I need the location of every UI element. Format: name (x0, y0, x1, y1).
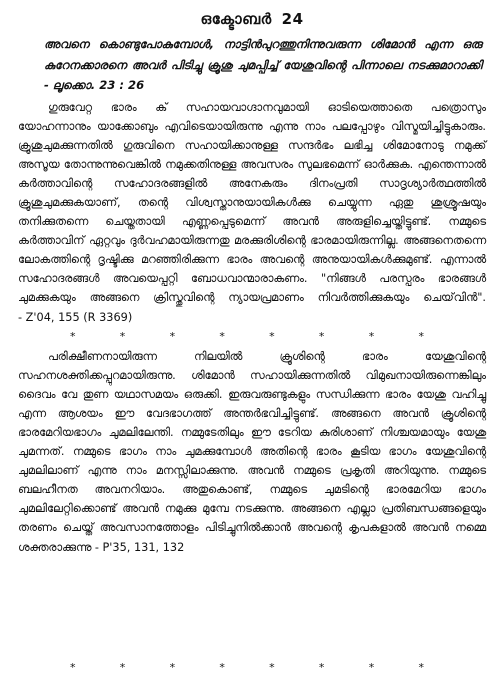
separator-star: * (70, 329, 76, 343)
separator-star: * (219, 661, 225, 674)
separator-star: * (169, 329, 176, 343)
separator-star: * (368, 661, 375, 674)
separator-star: * (70, 661, 76, 674)
separator-star: * (318, 329, 325, 343)
scripture-verse: അവനെ കൊണ്ടുപോകുമ്പോൾ, നാട്ടിൻപുറത്തുനിന്നുവരുന്ന ശിമോൻ എന്ന ഒരു കുറേനക്കാരനെ അവർ പിടിച്ചു ക്രൂശു ചുമപ്പിച്ച് യേശുവിന്റെ പിന്നാലെ നടക്കുമാറാക്കി - ലൂക്കൊ. 23 : 26 (44, 37, 482, 92)
title-month: ഒക്ടോബർ (200, 10, 272, 28)
separator-star: * (169, 661, 176, 674)
paragraph-1 (18, 98, 486, 327)
separator-star: * (219, 329, 225, 343)
separator-star: * (269, 661, 275, 674)
separator-star: * (119, 661, 126, 674)
separator-star: * (368, 329, 375, 343)
paragraph-1-reference: - Z'04, 155 (R 3369) (18, 310, 133, 324)
paragraph-1-text: ഗുരുവേറ്റ ഭാരം ക് സഹായവാഗ്ദാനവുമായി ഓടിയെത്താതെ പത്രൊസും യോഹന്നാനും യാക്കോബും എവിടെയായിരുന്നു എന്നു നാം പലപ്പോഴും വിസ്മയിച്ചിട്ടുകാരും. ക്രൂശുചുമക്കുന്നതിൽ ഗുരുവിനെ സഹായിക്കാനുള്ള സന്ദർഭം ലഭിച്ച ശിമോനോടു നമുക്ക് അസൂയ തോന്നുന്നുവെങ്കിൽ നമുക്കതിനുള്ള അവസരം സുലഭമെന്ന് ഓർക്കുക. എന്തെന്നാൽ കർത്താവിന്റെ സഹോദരങ്ങളിൽ അനേകരും ദിനംപ്രതി സാദൃശ്യാർത്ഥത്തിൽ ക്രൂശുചുമക്കുകയാണ്, തന്റെ വിശ്വസ്താനുയായികൾക്കു ചെയ്യുന്ന ഏതു ശുശ്രൂഷയും തനിക്കുതന്നെ ചെയ്തതായി എണ്ണപ്പെടുമെന്ന് അവൻ അരുളിച്ചെയ്തിട്ടുണ്ട്. നമ്മുടെ കർത്താവിന് ഏറ്റവും ദുർവഹമായിരുന്നതു മരക്കുരിശിന്റെ ഭാരമായിരുന്നില്ല. അങ്ങനെതന്നെ ലോകത്തിന്റെ ദൃഷ്ടിക്കു മറഞ്ഞിരിക്കുന്ന ഭാരം അവന്റെ അനുയായികൾക്കുമുണ്ട്. എന്നാൽ സഹോദരങ്ങൾ അവയെപ്പറ്റി ബോധവാന്മാരാകണം. "നിങ്ങൾ പരസ്പരം ഭാരങ്ങൾ ചുമക്കുകയും അങ്ങനെ ക്രിസ്തുവിന്റെ ന്യായപ്രമാണം നിവർത്തിക്കുകയും ചെയ്‌വിൻ". (18, 100, 486, 305)
separator-star: * (418, 329, 424, 343)
bottom-separator (18, 658, 486, 678)
page-title (18, 8, 486, 30)
title-day: 24 (281, 10, 304, 28)
paragraph-2 (18, 347, 486, 557)
separator-star: * (269, 329, 275, 343)
paragraph-2-text: പരിക്ഷീണനായിരുന്ന നിലയിൽ ക്രൂശിന്റെ ഭാരം യേശുവിന്റെ സഹനശക്തിക്കപ്പുറമായിരുന്നു. ശിമോൻ സഹായിക്കുന്നതിൽ വിമുഖനായിരുന്നെങ്കിലും ദൈവം വേ തുണ യഥാസമയം ഒരുക്കി. ഇരുവരുണ്ടുകളും സന്ധിക്കുന്ന ഭാരം യേശു വഹിച്ചു എന്ന ആശയം ഈ വേദഭാഗത്ത് അന്തർഭവിച്ചിട്ടുണ്ട്. അങ്ങനെ അവൻ ക്രൂശിന്റെ ഭാരമേറിയഭാഗം ചുമലിലേന്തി. നമ്മുടേതിലും ഈ ടേറിയ കുരിശാണ് നിശ്ചയമായും യേശു ചുമന്നത്. നമ്മുടെ ഭാഗം നാം ചുമക്കുമ്പോൾ അതിന്റെ ഭാരം കൂടിയ ഭാഗം യേശുവിന്റെ ചുമലിലാണ് എന്നു നാം മനസ്സിലാക്കുന്നു. അവൻ നമ്മുടെ പ്രകൃതി അറിയുന്നു. നമ്മുടെ ബലഹീനത അവനറിയാം. അതുകൊണ്ട്, നമ്മുടെ ചുമടിന്റെ ഭാരമേറിയ ഭാഗം ചുമലിലേറ്റിക്കൊണ്ട് അവൻ നമുക്കു മുമ്പേ നടക്കുന്നു. അങ്ങനെ എല്ലാ പ്രതിബന്ധങ്ങളെയും തരണം ചെയ്ത് അവസാനത്തോളം പിടിച്ചുനിൽക്കാൻ അവന്റെ കൃപകളാൽ അവൻ നമ്മെ ശക്തരാക്കുന്നു - (18, 349, 486, 554)
separator-star: * (318, 661, 325, 674)
paragraph-2-reference: P'35, 131, 132 (102, 540, 185, 554)
separator-star: * (418, 661, 424, 674)
separator-star: * (119, 329, 126, 343)
section-separator (18, 327, 486, 347)
